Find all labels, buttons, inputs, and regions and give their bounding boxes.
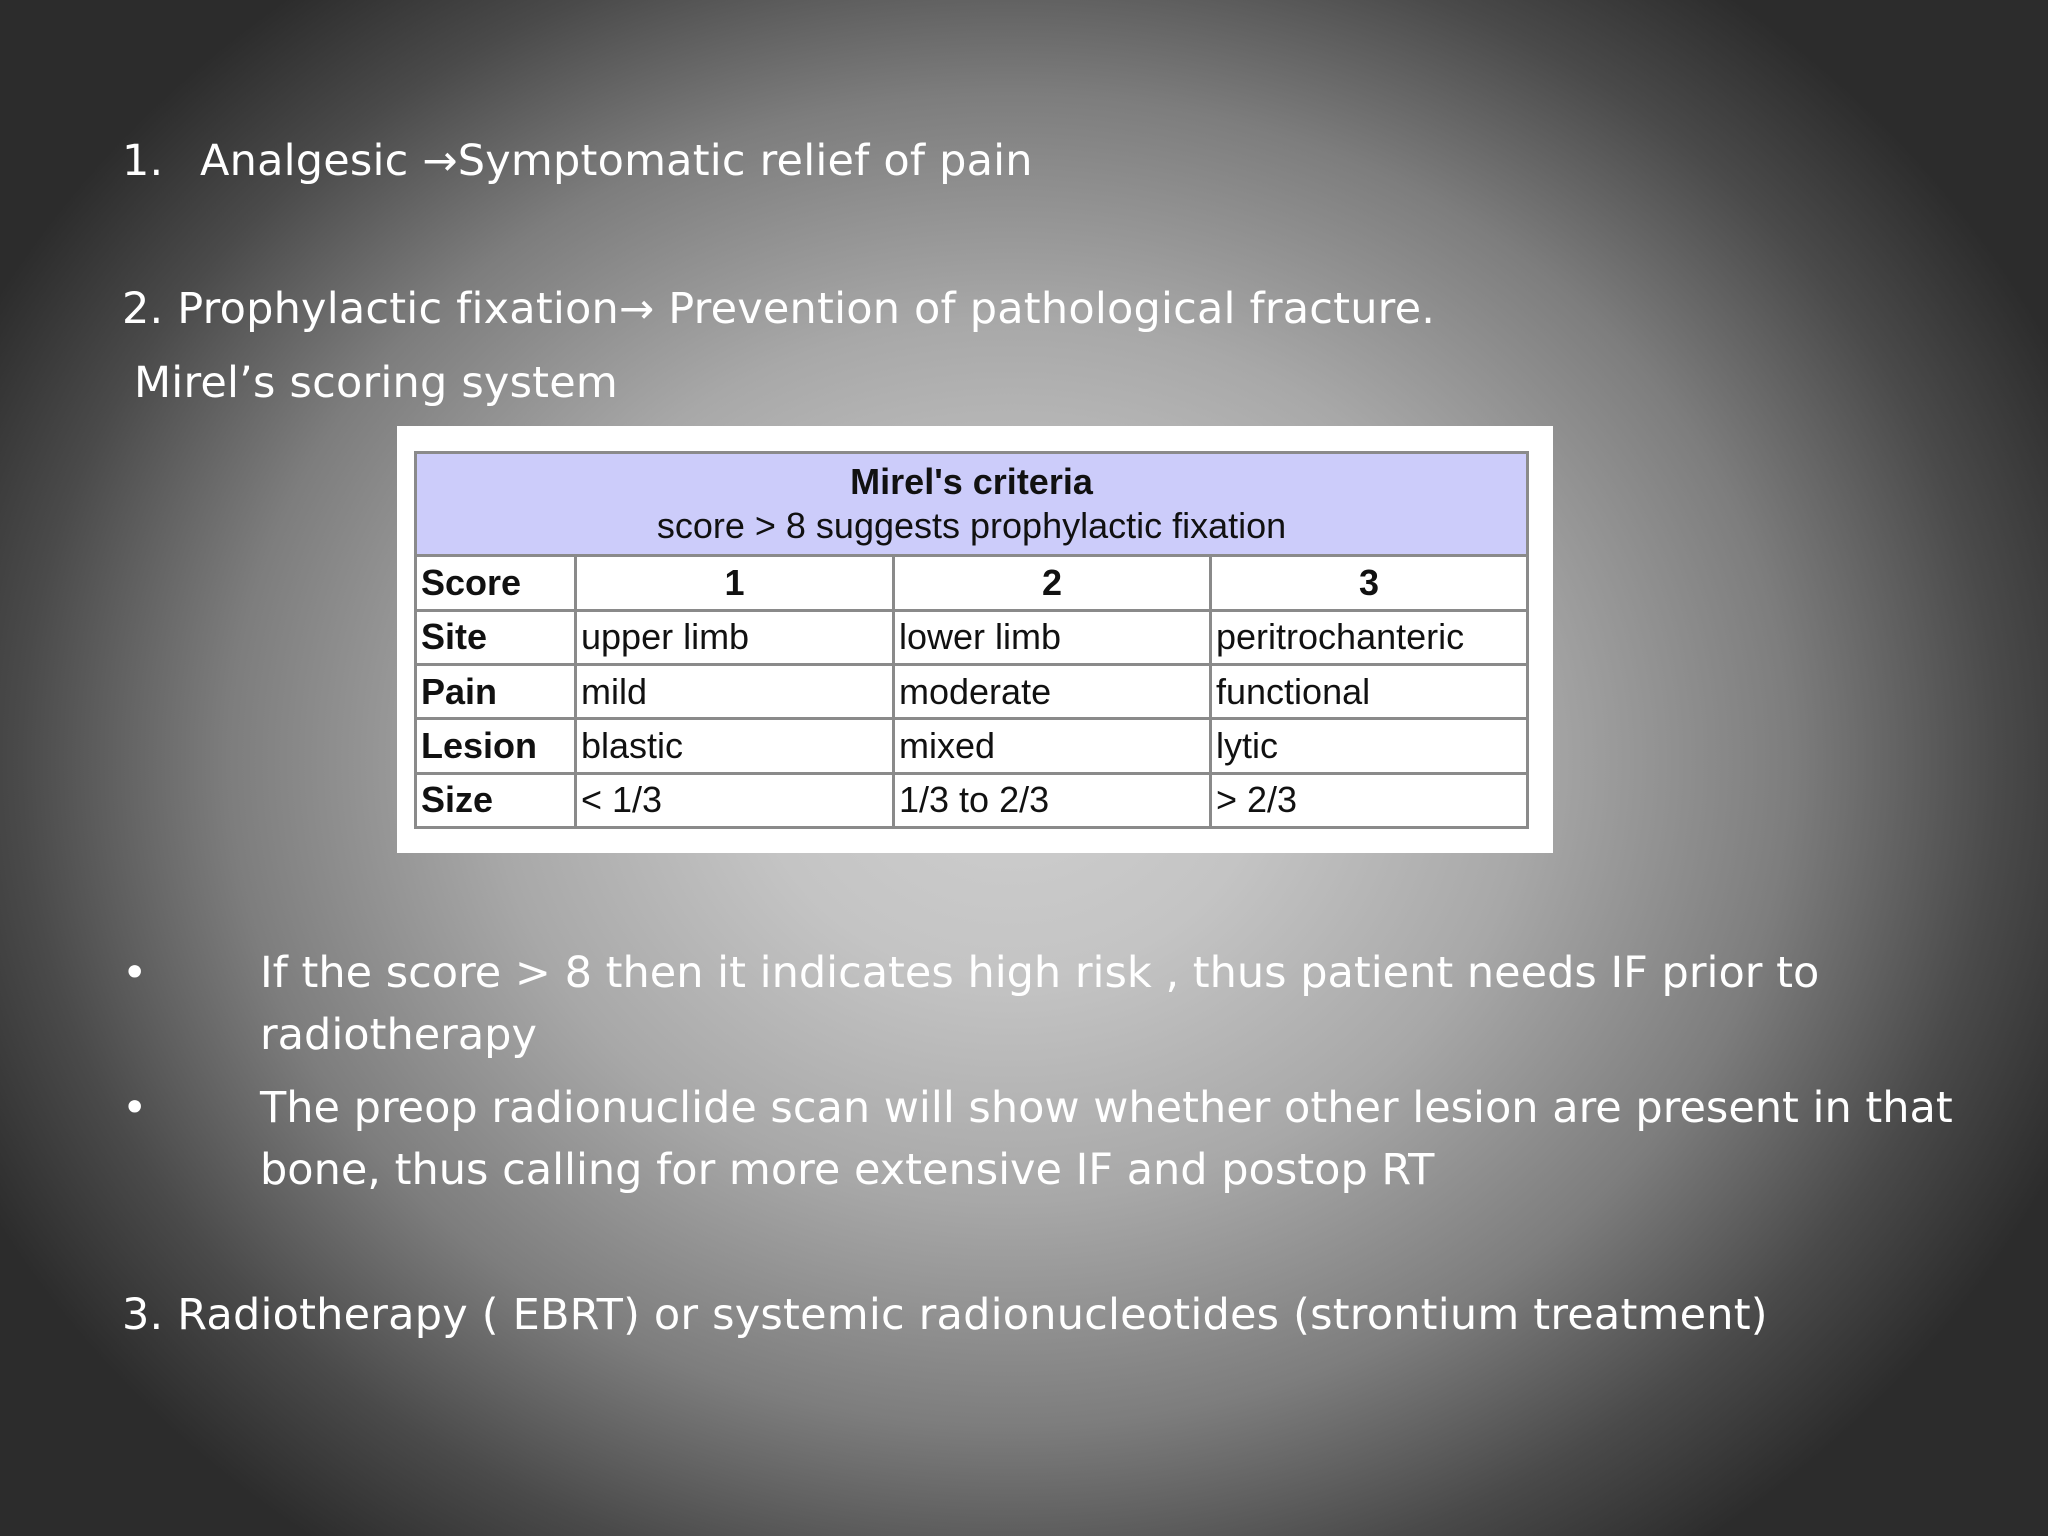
table-cell: 1/3 to 2/3 [894,773,1211,827]
table-caption [416,453,1528,556]
header-cell: 3 [1211,556,1528,610]
mirel-scoring-label: Mirel’s scoring system [134,358,618,408]
item-label: 2. Prophylactic fixation [122,284,620,334]
table-title: Mirel's criteria [850,461,1093,503]
bullet-icon: • [122,948,148,998]
table-cell: < 1/3 [576,773,894,827]
arrow-right-icon: → [619,284,655,333]
item-result: Symptomatic relief of pain [457,136,1033,186]
bullet-item [122,942,1922,1066]
table-header-row [416,556,1528,610]
table-cell: mild [576,665,894,719]
row-label-cell: Site [416,610,576,664]
row-label-cell: Pain [416,665,576,719]
row-label-cell: Lesion [416,719,576,773]
item-number: 1. [122,136,164,186]
table-cell: lower limb [894,610,1211,664]
bullet-item [122,1077,1953,1201]
header-cell: 2 [894,556,1211,610]
bullet-icon: • [122,1083,148,1133]
table-cell: lytic [1211,719,1528,773]
table-cell: peritrochanteric [1211,610,1528,664]
table-subtitle: score > 8 suggests prophylactic fixation [656,505,1287,547]
table-cell: upper limb [576,610,894,664]
table-row [416,610,1528,664]
table-row [416,719,1528,773]
header-cell: Score [416,556,576,610]
row-label-cell: Size [416,773,576,827]
table-row [416,665,1528,719]
header-cell: 1 [576,556,894,610]
table-cell: moderate [894,665,1211,719]
arrow-right-icon: → [422,136,458,185]
table-cell: functional [1211,665,1528,719]
table-cell: mixed [894,719,1211,773]
bullet-text: If the score > 8 then it indicates high risk , thus patient needs IF prior to radiotherapy [260,948,1820,1060]
table-cell: > 2/3 [1211,773,1528,827]
item-radiotherapy: 3. Radiotherapy ( EBRT) or systemic radionucleotides (strontium treatment) [122,1290,1768,1340]
item-result: Prevention of pathological fracture. [654,284,1436,334]
mirel-criteria-table [414,451,1529,829]
table-cell: blastic [576,719,894,773]
mirel-criteria-panel [397,426,1553,853]
item-analgesic [122,132,1033,190]
bullet-text: The preop radionuclide scan will show whether other lesion are present in that bone, thus calling for more extensive IF and postop RT [260,1083,1953,1195]
item-prophylactic-fixation [122,280,1435,338]
table-row [416,773,1528,827]
item-label: Analgesic [200,136,423,186]
